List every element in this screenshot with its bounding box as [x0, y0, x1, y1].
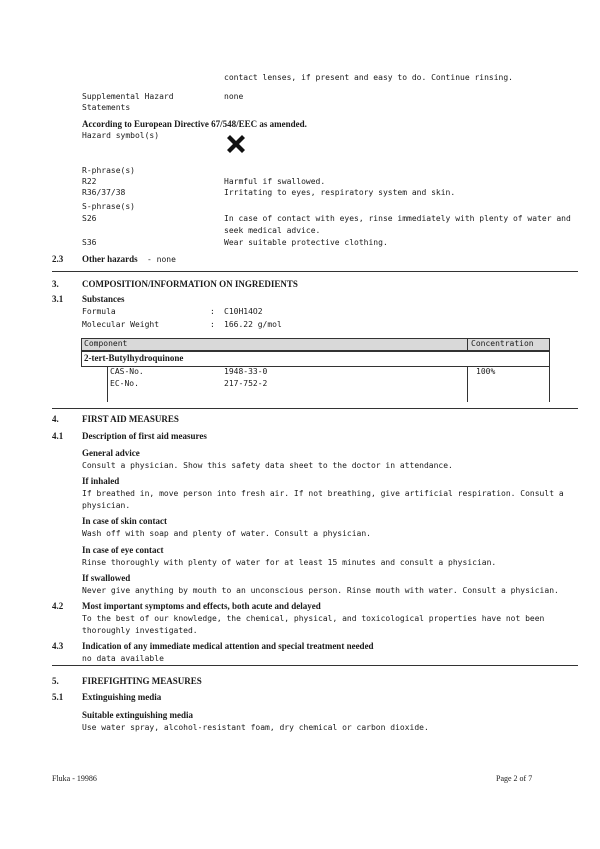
if-swallowed-heading: If swallowed [82, 573, 131, 583]
general-advice-text: Consult a physician. Show this safety data sheet to the doctor in attendance. [82, 461, 453, 470]
other-hazards-value: - none [147, 255, 176, 264]
formula-sep: : [210, 307, 215, 316]
r-phrase-text: Irritating to eyes, respiratory system and skin. [224, 188, 456, 197]
if-inhaled-text: If breathed in, move person into fresh air. If not breathing, give artificial respiration. Consult a [82, 489, 564, 498]
subsection-number: 4.1 [52, 431, 64, 441]
supplemental-label: Supplemental Hazard [82, 92, 174, 101]
section-title: COMPOSITION/INFORMATION ON INGREDIENTS [82, 279, 298, 289]
table-header-concentration: Concentration [471, 339, 534, 348]
subsection-title: Most important symptoms and effects, both acute and delayed [82, 601, 321, 611]
concentration-value: 100% [476, 367, 496, 376]
subsection-title: Substances [82, 294, 125, 304]
section-divider [52, 408, 578, 409]
cas-label: CAS-No. [110, 367, 144, 376]
formula-label: Formula [82, 307, 116, 316]
molecular-weight-sep: : [210, 320, 215, 329]
section-number: 4. [52, 414, 59, 424]
eye-contact-text: Rinse thoroughly with plenty of water for at least 15 minutes and consult a physician. [82, 558, 497, 567]
subsection-number: 3.1 [52, 294, 64, 304]
r-phrase-label: R-phrase(s) [82, 166, 135, 175]
s-phrase-text-cont: seek medical advice. [224, 226, 321, 235]
subsection-title: Extinguishing media [82, 692, 162, 702]
supplemental-value: none [224, 92, 244, 101]
skin-contact-heading: In case of skin contact [82, 516, 167, 526]
s-phrase-code: S26 [82, 214, 97, 223]
subsection-title: Description of first aid measures [82, 431, 207, 441]
section-number: 3. [52, 279, 59, 289]
symptoms-text: To the best of our knowledge, the chemical, physical, and toxicological properties have not been [82, 614, 545, 623]
r-phrase-text: Harmful if swallowed. [224, 177, 326, 186]
subsection-number: 4.3 [52, 641, 64, 651]
subsection-number: 5.1 [52, 692, 64, 702]
r-phrase-code: R22 [82, 177, 97, 186]
hazard-symbol-label: Hazard symbol(s) [82, 131, 160, 140]
ec-value: 217-752-2 [224, 379, 268, 388]
if-inhaled-text-cont: physician. [82, 501, 131, 510]
other-hazards-label: Other hazards [82, 254, 138, 264]
symptoms-text-cont: thoroughly investigated. [82, 626, 198, 635]
subsection-title: Indication of any immediate medical attention and special treatment needed [82, 641, 374, 651]
table-col-divider [467, 338, 468, 351]
subsection-number: 2.3 [52, 254, 64, 264]
r-phrase-code: R36/37/38 [82, 188, 126, 197]
skin-contact-text: Wash off with soap and plenty of water. Consult a physician. [82, 529, 371, 538]
molecular-weight-label: Molecular Weight [82, 320, 160, 329]
general-advice-heading: General advice [82, 448, 140, 458]
footer-page-number: Page 2 of 7 [496, 774, 533, 783]
cas-value: 1948-33-0 [224, 367, 268, 376]
section-title: FIREFIGHTING MEASURES [82, 676, 202, 686]
footer-product: Fluka - 19986 [52, 774, 97, 783]
formula-value: C10H14O2 [224, 307, 263, 316]
if-inhaled-heading: If inhaled [82, 476, 120, 486]
section-title: FIRST AID MEASURES [82, 414, 179, 424]
eye-contact-heading: In case of eye contact [82, 545, 164, 555]
harmful-x-icon [224, 132, 248, 156]
table-detail-cell [107, 366, 468, 402]
suitable-media-heading: Suitable extinguishing media [82, 710, 194, 720]
s-phrase-text: Wear suitable protective clothing. [224, 238, 388, 247]
section-divider [52, 271, 578, 272]
s-phrase-label: S-phrase(s) [82, 202, 135, 211]
directive-heading: According to European Directive 67/548/EEC as amended. [82, 119, 307, 129]
medical-attention-text: no data available [82, 654, 164, 663]
ec-label: EC-No. [110, 379, 139, 388]
subsection-number: 4.2 [52, 601, 64, 611]
suitable-media-text: Use water spray, alcohol-resistant foam, dry chemical or carbon dioxide. [82, 723, 429, 732]
supplemental-label-2: Statements [82, 103, 131, 112]
precaution-continuation: contact lenses, if present and easy to do. Continue rinsing. [224, 73, 513, 82]
section-divider [52, 665, 578, 666]
s-phrase-code: S36 [82, 238, 97, 247]
molecular-weight-value: 166.22 g/mol [224, 320, 282, 329]
if-swallowed-text: Never give anything by mouth to an unconscious person. Rinse mouth with water. Consult a physician. [82, 586, 559, 595]
s-phrase-text: In case of contact with eyes, rinse immediately with plenty of water and [224, 214, 571, 223]
table-header-component: Component [84, 339, 128, 348]
section-number: 5. [52, 676, 59, 686]
substance-name: 2-tert-Butylhydroquinone [84, 353, 184, 363]
